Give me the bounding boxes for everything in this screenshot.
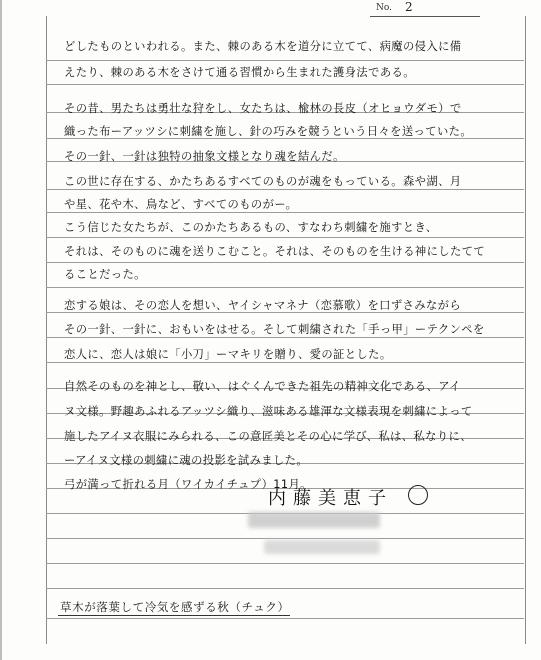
- text-line: その昔、男たちは勇壮な狩をし、女たちは、楡林の長皮（オヒョウダモ）で: [64, 102, 462, 115]
- ruled-line: [46, 60, 524, 61]
- text-line: その一針、一針に、おもいをはせる。そして刺繍された「手っ甲」ーテクンペを: [64, 323, 485, 336]
- text-line: その一針、一針は独特の抽象文様となり魂を結んだ。: [64, 150, 345, 163]
- page-number-label: No.: [376, 3, 392, 13]
- ruled-line: [46, 237, 524, 238]
- text-line: や星、花や木、鳥など、すべてのものがー。: [64, 198, 298, 211]
- ruled-line: [46, 287, 524, 288]
- footer-underline: [58, 615, 290, 616]
- text-line: ーアイヌ文様の刺繍に魂の投影を試みました。: [64, 454, 309, 467]
- text-line: ることだった。: [64, 268, 146, 281]
- text-line: 施したアイヌ衣服にみられる、この意匠美とその心に学び、私は、私なりに、: [64, 430, 472, 443]
- ruled-line: [46, 563, 524, 564]
- text-line: どしたものといわれる。また、棘のある木を道分に立てて、病魔の侵入に備: [64, 40, 462, 53]
- ruled-line: [46, 262, 524, 263]
- seal-stamp: [408, 485, 428, 505]
- ruled-line: [46, 588, 524, 589]
- page-number: 2: [405, 0, 413, 14]
- text-line: この世に存在する、かたちあるすべてのものが魂をもっている。森や湖、月: [64, 175, 462, 188]
- text-line: こう信じた女たちが、このかたちあるもの、すなわち刺繍を施すとき、: [64, 221, 438, 234]
- text-line: 自然そのものを神とし、敬い、はぐくんできた祖先の精神文化である、アイ: [64, 380, 461, 393]
- author-signature: 内藤美恵子: [268, 488, 393, 509]
- ruled-line: [46, 618, 524, 619]
- ruled-line: [46, 189, 524, 190]
- redacted-address: [248, 512, 380, 528]
- text-line: 弓が満って折れる月（ワイカイチュプ）11月。: [64, 478, 312, 491]
- text-line: ヌ文様。野趣あふれるアッツシ織り、滋味ある雄渾な文様表現を刺繍によって: [64, 405, 473, 418]
- text-line: それは、そのものに魂を送りこむこと。それは、そのものを生ける神にしたてて: [64, 245, 486, 258]
- ruled-line: [46, 337, 524, 338]
- scan-edge: [0, 0, 2, 660]
- text-line: 恋する娘は、その恋人を想い、ヤイシャマネナ（恋慕歌）を口ずさみながら: [64, 299, 462, 312]
- ruled-line: [46, 212, 524, 213]
- ruled-line: [46, 84, 524, 85]
- ruled-line: [46, 362, 524, 363]
- ruled-line: [46, 538, 524, 539]
- footer-note: 草木が落葉して冷気を感ずる秋（チュク）: [60, 600, 290, 614]
- redacted-phone: [264, 540, 380, 554]
- text-line: えたり、棘のある木をさけて通る習慣から生まれた護身法である。: [64, 66, 415, 79]
- text-line: 織った布ーアッツシに刺繍を施し、針の巧みを競うという日々を送っていた。: [64, 125, 473, 138]
- text-line: 恋人に、恋人は娘に「小刀」ーマキリを贈り、愛の証とした。: [64, 348, 392, 361]
